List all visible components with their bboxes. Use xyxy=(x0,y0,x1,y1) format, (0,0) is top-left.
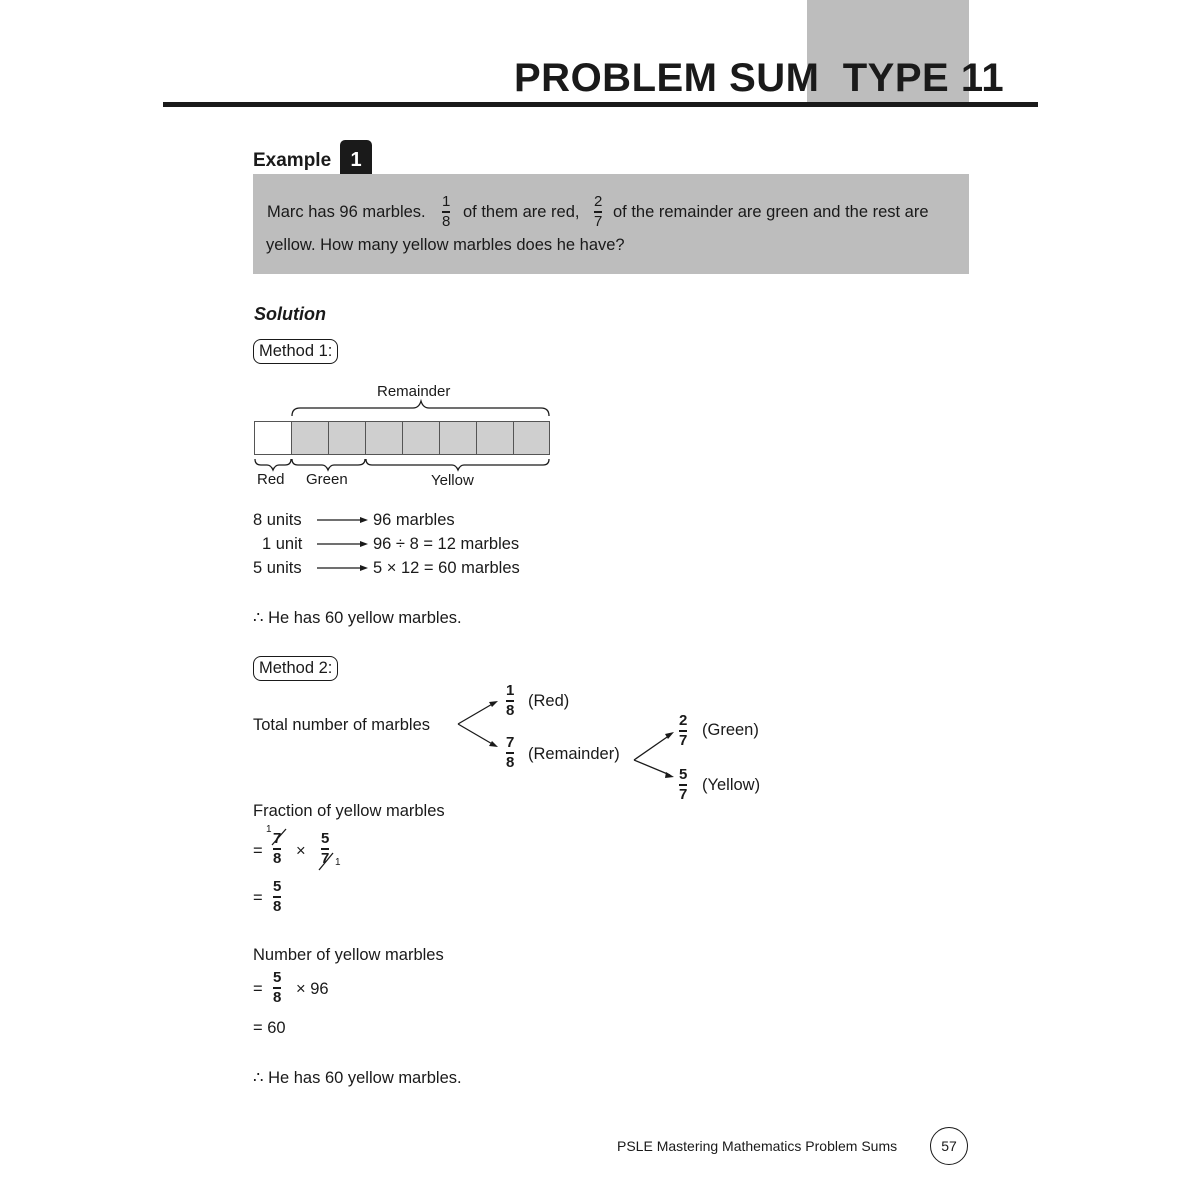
number-heading: Number of yellow marbles xyxy=(253,946,444,964)
problem-text-1b: of them are red, xyxy=(463,203,580,221)
yellow-brace xyxy=(366,459,549,470)
cancel-bottom-digit: 1 xyxy=(335,857,341,868)
branch-rem-green xyxy=(634,735,670,760)
green-brace xyxy=(292,459,365,470)
arrowhead-1 xyxy=(360,517,368,523)
cancel-stroke-2 xyxy=(319,853,333,870)
tree-remainder-label: (Remainder) xyxy=(528,745,620,763)
page-title: PROBLEM SUM TYPE 11 xyxy=(514,56,1005,100)
calc-2-fraction: 5 8 xyxy=(273,878,282,915)
method-1-conclusion: ∴ He has 60 yellow marbles. xyxy=(253,609,462,627)
branch-rem-yellow xyxy=(634,760,670,775)
method-1-label: Method 1: xyxy=(253,339,338,364)
example-label: Example xyxy=(253,150,332,171)
arrowhead-3 xyxy=(360,565,368,571)
cancel-stroke-1 xyxy=(272,829,286,845)
calc-2-equals: = xyxy=(253,889,263,907)
calc-1-times: × xyxy=(296,842,306,860)
problem-fraction-1: 1 8 xyxy=(442,193,451,230)
red-brace xyxy=(255,459,291,470)
step-1-left: 8 units xyxy=(253,511,302,529)
step-3-right: 5 × 12 = 60 marbles xyxy=(373,559,520,577)
tree-red-fraction: 1 8 xyxy=(506,682,515,719)
tree-root: Total number of marbles xyxy=(253,716,430,734)
step-2-right: 96 ÷ 8 = 12 marbles xyxy=(373,535,520,553)
problem-text-1a: Marc has 96 marbles. xyxy=(267,203,426,221)
problem-fraction-2: 2 7 xyxy=(594,193,603,230)
solution-heading: Solution xyxy=(254,304,326,324)
calc-1-equals: = xyxy=(253,842,263,860)
branch-root-remainder xyxy=(458,724,494,745)
problem-text-2: yellow. How many yellow marbles does he have? xyxy=(266,236,625,254)
arrowhead-red xyxy=(489,701,498,707)
yellow-label: Yellow xyxy=(431,472,474,489)
step-1-right: 96 marbles xyxy=(373,511,455,529)
remainder-label: Remainder xyxy=(377,383,451,400)
arrowhead-remainder xyxy=(489,741,498,747)
calc-3-equals: = xyxy=(253,980,263,998)
red-label: Red xyxy=(257,471,285,488)
tree-green-fraction: 2 7 xyxy=(679,712,688,749)
method-2-label: Method 2: xyxy=(253,656,338,681)
footer-book-title: PSLE Mastering Mathematics Problem Sums xyxy=(617,1138,898,1154)
calc-1-fraction-2: 5 7 xyxy=(321,830,330,867)
tree-green-label: (Green) xyxy=(702,721,759,739)
calc-3-fraction: 5 8 xyxy=(273,969,282,1006)
tree-red-label: (Red) xyxy=(528,692,570,710)
calc-4: = 60 xyxy=(253,1019,286,1037)
cancel-top-digit: 1 xyxy=(266,824,272,835)
tree-remainder-fraction: 7 8 xyxy=(506,734,515,771)
calc-3-rest: × 96 xyxy=(296,980,329,998)
page-number: 57 xyxy=(930,1127,968,1165)
branch-root-red xyxy=(458,703,494,724)
calc-1-fraction-1: 7 8 xyxy=(273,830,282,867)
tree-yellow-label: (Yellow) xyxy=(702,776,761,794)
green-label: Green xyxy=(306,471,348,488)
example-number-badge: 1 xyxy=(340,140,372,181)
tree-yellow-fraction: 5 7 xyxy=(679,766,688,803)
arrowhead-2 xyxy=(360,541,368,547)
step-2-left: 1 unit xyxy=(262,535,303,553)
remainder-brace xyxy=(292,401,549,416)
method-2-conclusion: ∴ He has 60 yellow marbles. xyxy=(253,1069,462,1087)
problem-text-1c: of the remainder are green and the rest are xyxy=(613,203,929,221)
arrowhead-yellow xyxy=(665,772,674,778)
fraction-heading: Fraction of yellow marbles xyxy=(253,802,445,820)
step-3-left: 5 units xyxy=(253,559,302,577)
